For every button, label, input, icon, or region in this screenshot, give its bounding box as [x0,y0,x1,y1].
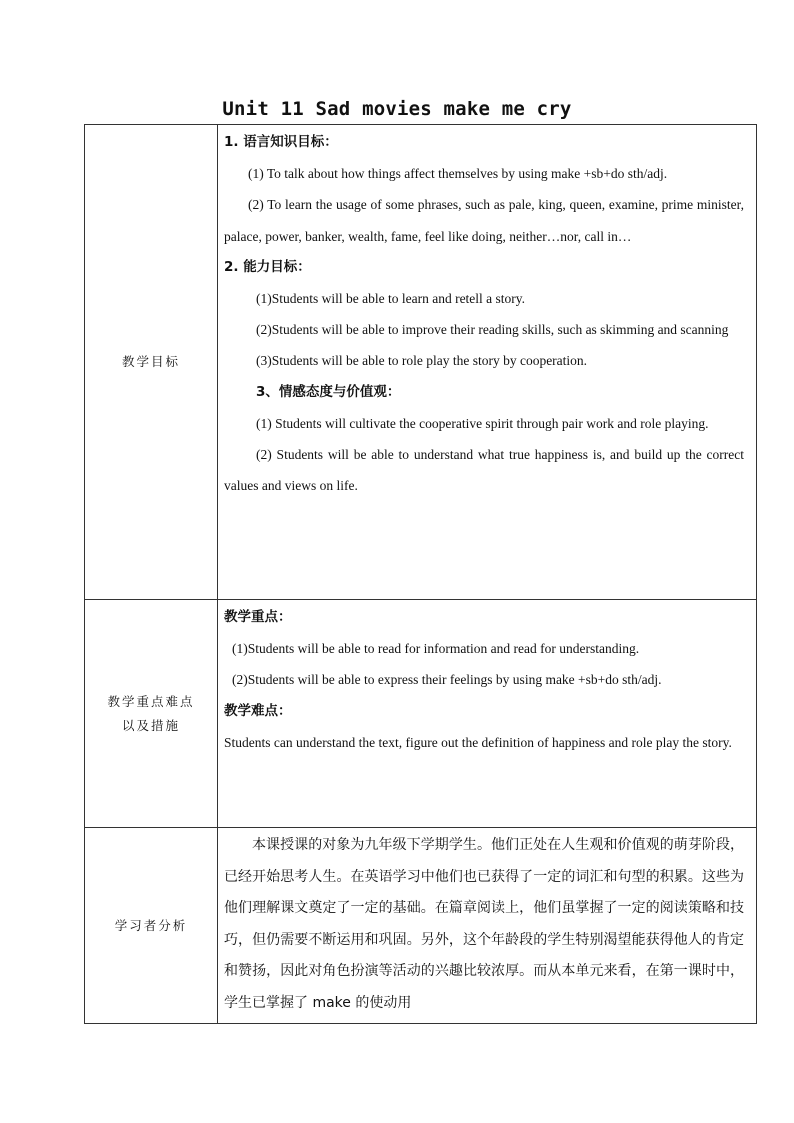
teaching-objectives-content [218,125,757,600]
key-point-line: (2)Students will be able to express their feelings by using make +sb+do sth/adj. [232,672,662,688]
key-point-line: (1)Students will be able to read for information and read for understanding. [232,641,640,657]
objective-line: (2) Students will be able to understand what true happiness is, and build up the correct values and views on life. [224,447,744,494]
key-points-content [218,600,757,828]
section-heading: 教学难点： [224,702,292,719]
row-label-key-points [85,600,218,828]
difficulty-line: Students can understand the text, figure out the definition of happiness and role play the story. [224,734,732,750]
section-heading: 3、情感态度与价值观： [256,383,401,400]
row-label-learner-analysis: 学习者分析 [85,828,218,1024]
objective-line: (1) To talk about how things affect themselves by using make +sb+do sth/adj. [248,166,668,182]
objective-line: (1) Students will cultivate the cooperative spirit through pair work and role playing. [256,415,709,431]
learner-analysis-content [218,828,757,1024]
objective-line: (1)Students will be able to learn and retell a story. [256,291,526,307]
section-heading: 2. 能力目标： [224,258,311,275]
label-line: 以及措施 [121,717,180,733]
objective-line: (2)Students will be able to improve their reading skills, such as skimming and scanning [256,322,729,338]
objective-line: (3)Students will be able to role play the story by cooperation. [256,353,588,369]
table-row [85,600,757,828]
table-row [85,828,757,1024]
learner-analysis-paragraph: 本课授课的对象为九年级下学期学生。他们正处在人生观和价值观的萌芽阶段，已经开始思考人生。在英语学习中他们也已获得了一定的词汇和句型的积累。这些为他们理解课文奠定了一定的基础。在篇章阅读上，他们虽掌握了一定的阅读策略和技巧，但仍需要不断运用和巩固。另外，这个年龄段的学生特别渴望能获得他人的肯定和赞扬，因此对角色扮演等活动的兴趣比较浓厚。而从本单元来看，在第一课时中，学生已掌握了 make 的使动用 [224,837,744,1011]
objective-line: (2) To learn the usage of some phrases, such as pale, king, queen, examine, prime minister, palace, power, banker, wealth, fame, feel like doing, neither…nor, call in… [224,197,744,244]
section-heading: 教学重点： [224,609,292,625]
document-title: Unit 11 Sad movies make me cry [222,98,572,120]
lesson-plan-table [84,124,757,1024]
row-label-teaching-objectives: 教学目标 [85,125,218,600]
label-line: 教学重点难点 [107,693,195,709]
table-row [85,125,757,600]
section-heading: 1. 语言知识目标： [224,134,338,150]
